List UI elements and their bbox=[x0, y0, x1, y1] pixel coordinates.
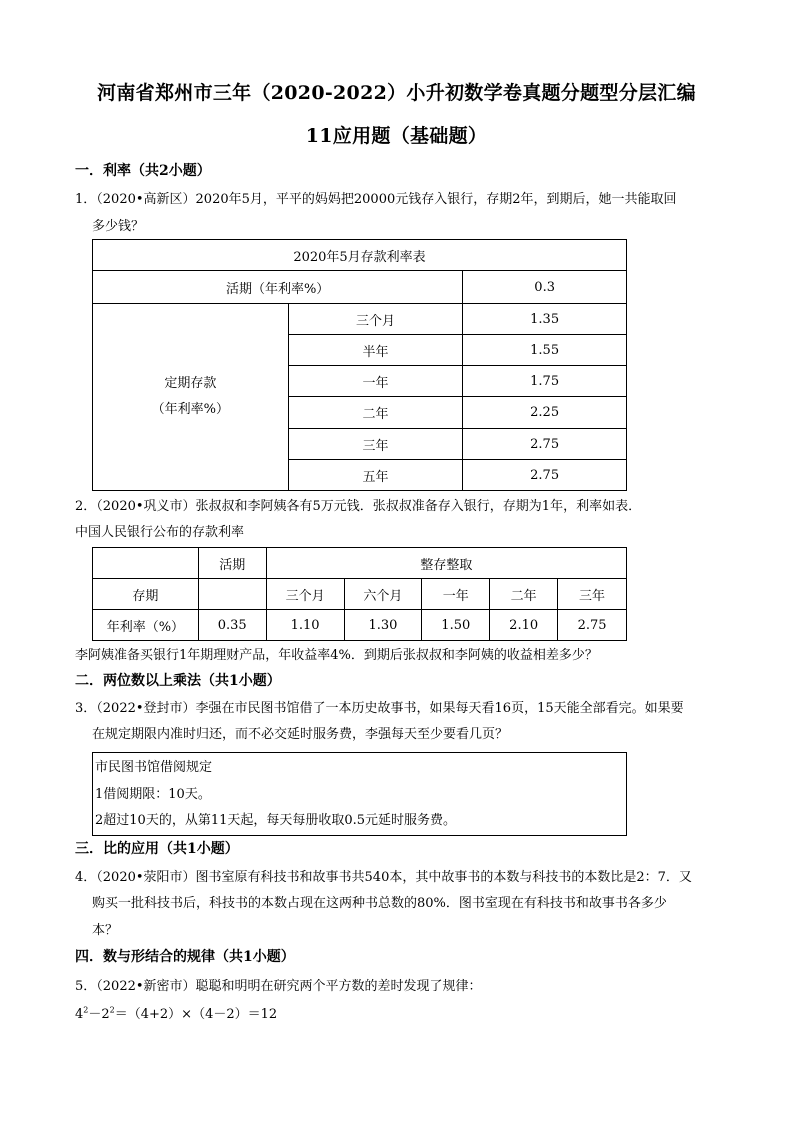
equation bbox=[75, 1003, 277, 1022]
question-text: 李阿姨准备买银行1年期理财产品，年收益率4%．到期后张叔叔和李阿姨的收益相差多少？ bbox=[75, 648, 598, 663]
table-cell: 1.10 bbox=[266, 610, 344, 641]
exponent: 2 bbox=[83, 1005, 89, 1015]
table-cell: 一年 bbox=[288, 366, 463, 397]
table-header: 活期 bbox=[198, 548, 266, 579]
question-text: 中国人民银行公布的存款利率 bbox=[75, 525, 245, 540]
library-rules-box bbox=[92, 752, 627, 836]
table-cell: 1.55 bbox=[463, 335, 627, 366]
section-heading: 四．数与形结合的规律（共1小题） bbox=[75, 949, 295, 965]
page-title: 河南省郑州市三年（2020-2022）小升初数学卷真题分题型分层汇编 bbox=[97, 82, 696, 104]
question-text: 多少钱？ bbox=[92, 219, 145, 234]
table-cell: 2.10 bbox=[490, 610, 558, 641]
table-cell: 五年 bbox=[288, 460, 463, 491]
question-text: 在规定期限内准时归还，而不必交延时服务费，李强每天至少要看几页？ bbox=[92, 727, 509, 742]
table-cell bbox=[93, 304, 289, 491]
question-text: 4．（2020•荥阳市）图书室原有科技书和故事书共540本，其中故事书的本数与科技书的本数比是2：7．又 bbox=[75, 870, 692, 885]
table-header: 整存整取 bbox=[266, 548, 626, 579]
table-header: 二年 bbox=[490, 579, 558, 610]
rule-item: 2超过10天的，从第11天起，每天每册收取0.5元延时服务费。 bbox=[95, 813, 457, 828]
table-cell: 二年 bbox=[288, 397, 463, 429]
table-cell: 2.75 bbox=[558, 610, 627, 641]
table-cell: 0.3 bbox=[463, 271, 627, 304]
rule-item: 1借阅期限：10天。 bbox=[95, 787, 211, 802]
table-header: 一年 bbox=[422, 579, 490, 610]
interest-rate-table bbox=[92, 239, 627, 491]
table-cell bbox=[93, 548, 199, 579]
question-text: 2．（2020•巩义市）张叔叔和李阿姨各有5万元钱．张叔叔准备存入银行，存期为1年，利率如表． bbox=[75, 499, 642, 514]
section-heading: 二．两位数以上乘法（共1小题） bbox=[75, 673, 281, 689]
table-cell: 1.30 bbox=[344, 610, 422, 641]
table-header: 年利率（%） bbox=[93, 610, 199, 641]
question-text: 3．（2022•登封市）李强在市民图书馆借了一本历史故事书，如果每天看16页，15天能全部看完。如果要 bbox=[75, 701, 684, 716]
table-header: 三年 bbox=[558, 579, 627, 610]
table-cell: 1.35 bbox=[463, 304, 627, 335]
table-header: 存期 bbox=[93, 579, 199, 610]
table-cell: 1.75 bbox=[463, 366, 627, 397]
table-cell: 三个月 bbox=[288, 304, 463, 335]
question-text: 5．（2022•新密市）聪聪和明明在研究两个平方数的差时发现了规律： bbox=[75, 979, 482, 994]
table-cell: 0.35 bbox=[198, 610, 266, 641]
equation-term: ＝（4+2）×（4－2）＝12 bbox=[114, 1007, 278, 1022]
table-cell: 1.50 bbox=[422, 610, 490, 641]
bank-rate-table bbox=[92, 547, 627, 641]
page-subtitle: 11应用题（基础题） bbox=[305, 125, 488, 147]
question-text: 购买一批科技书后，科技书的本数占现在这两种书总数的80%．图书室现在有科技书和故事书各多少 bbox=[92, 896, 667, 911]
table-cell: 半年 bbox=[288, 335, 463, 366]
table-cell bbox=[198, 579, 266, 610]
fixed-deposit-label: 定期存款 bbox=[164, 376, 217, 391]
fixed-deposit-unit: （年利率%） bbox=[151, 402, 229, 417]
section-heading: 一．利率（共2小题） bbox=[75, 163, 211, 179]
table-header: 三个月 bbox=[266, 579, 344, 610]
table-caption: 2020年5月存款利率表 bbox=[93, 240, 627, 271]
section-heading: 三．比的应用（共1小题） bbox=[75, 841, 239, 857]
question-text: 本？ bbox=[92, 923, 119, 938]
table-cell: 2.75 bbox=[463, 460, 627, 491]
table-header: 六个月 bbox=[344, 579, 422, 610]
table-cell: 三年 bbox=[288, 429, 463, 460]
table-cell: 活期（年利率%） bbox=[93, 271, 463, 304]
rules-title: 市民图书馆借阅规定 bbox=[95, 760, 213, 775]
table-cell: 2.25 bbox=[463, 397, 627, 429]
equation-term: －2 bbox=[88, 1007, 110, 1022]
table-cell: 2.75 bbox=[463, 429, 627, 460]
equation-term: 4 bbox=[75, 1007, 84, 1022]
exponent: 2 bbox=[109, 1005, 115, 1015]
question-text: 1．（2020•高新区）2020年5月，平平的妈妈把20000元钱存入银行，存期2年，到期后，她一共能取回 bbox=[75, 192, 677, 207]
